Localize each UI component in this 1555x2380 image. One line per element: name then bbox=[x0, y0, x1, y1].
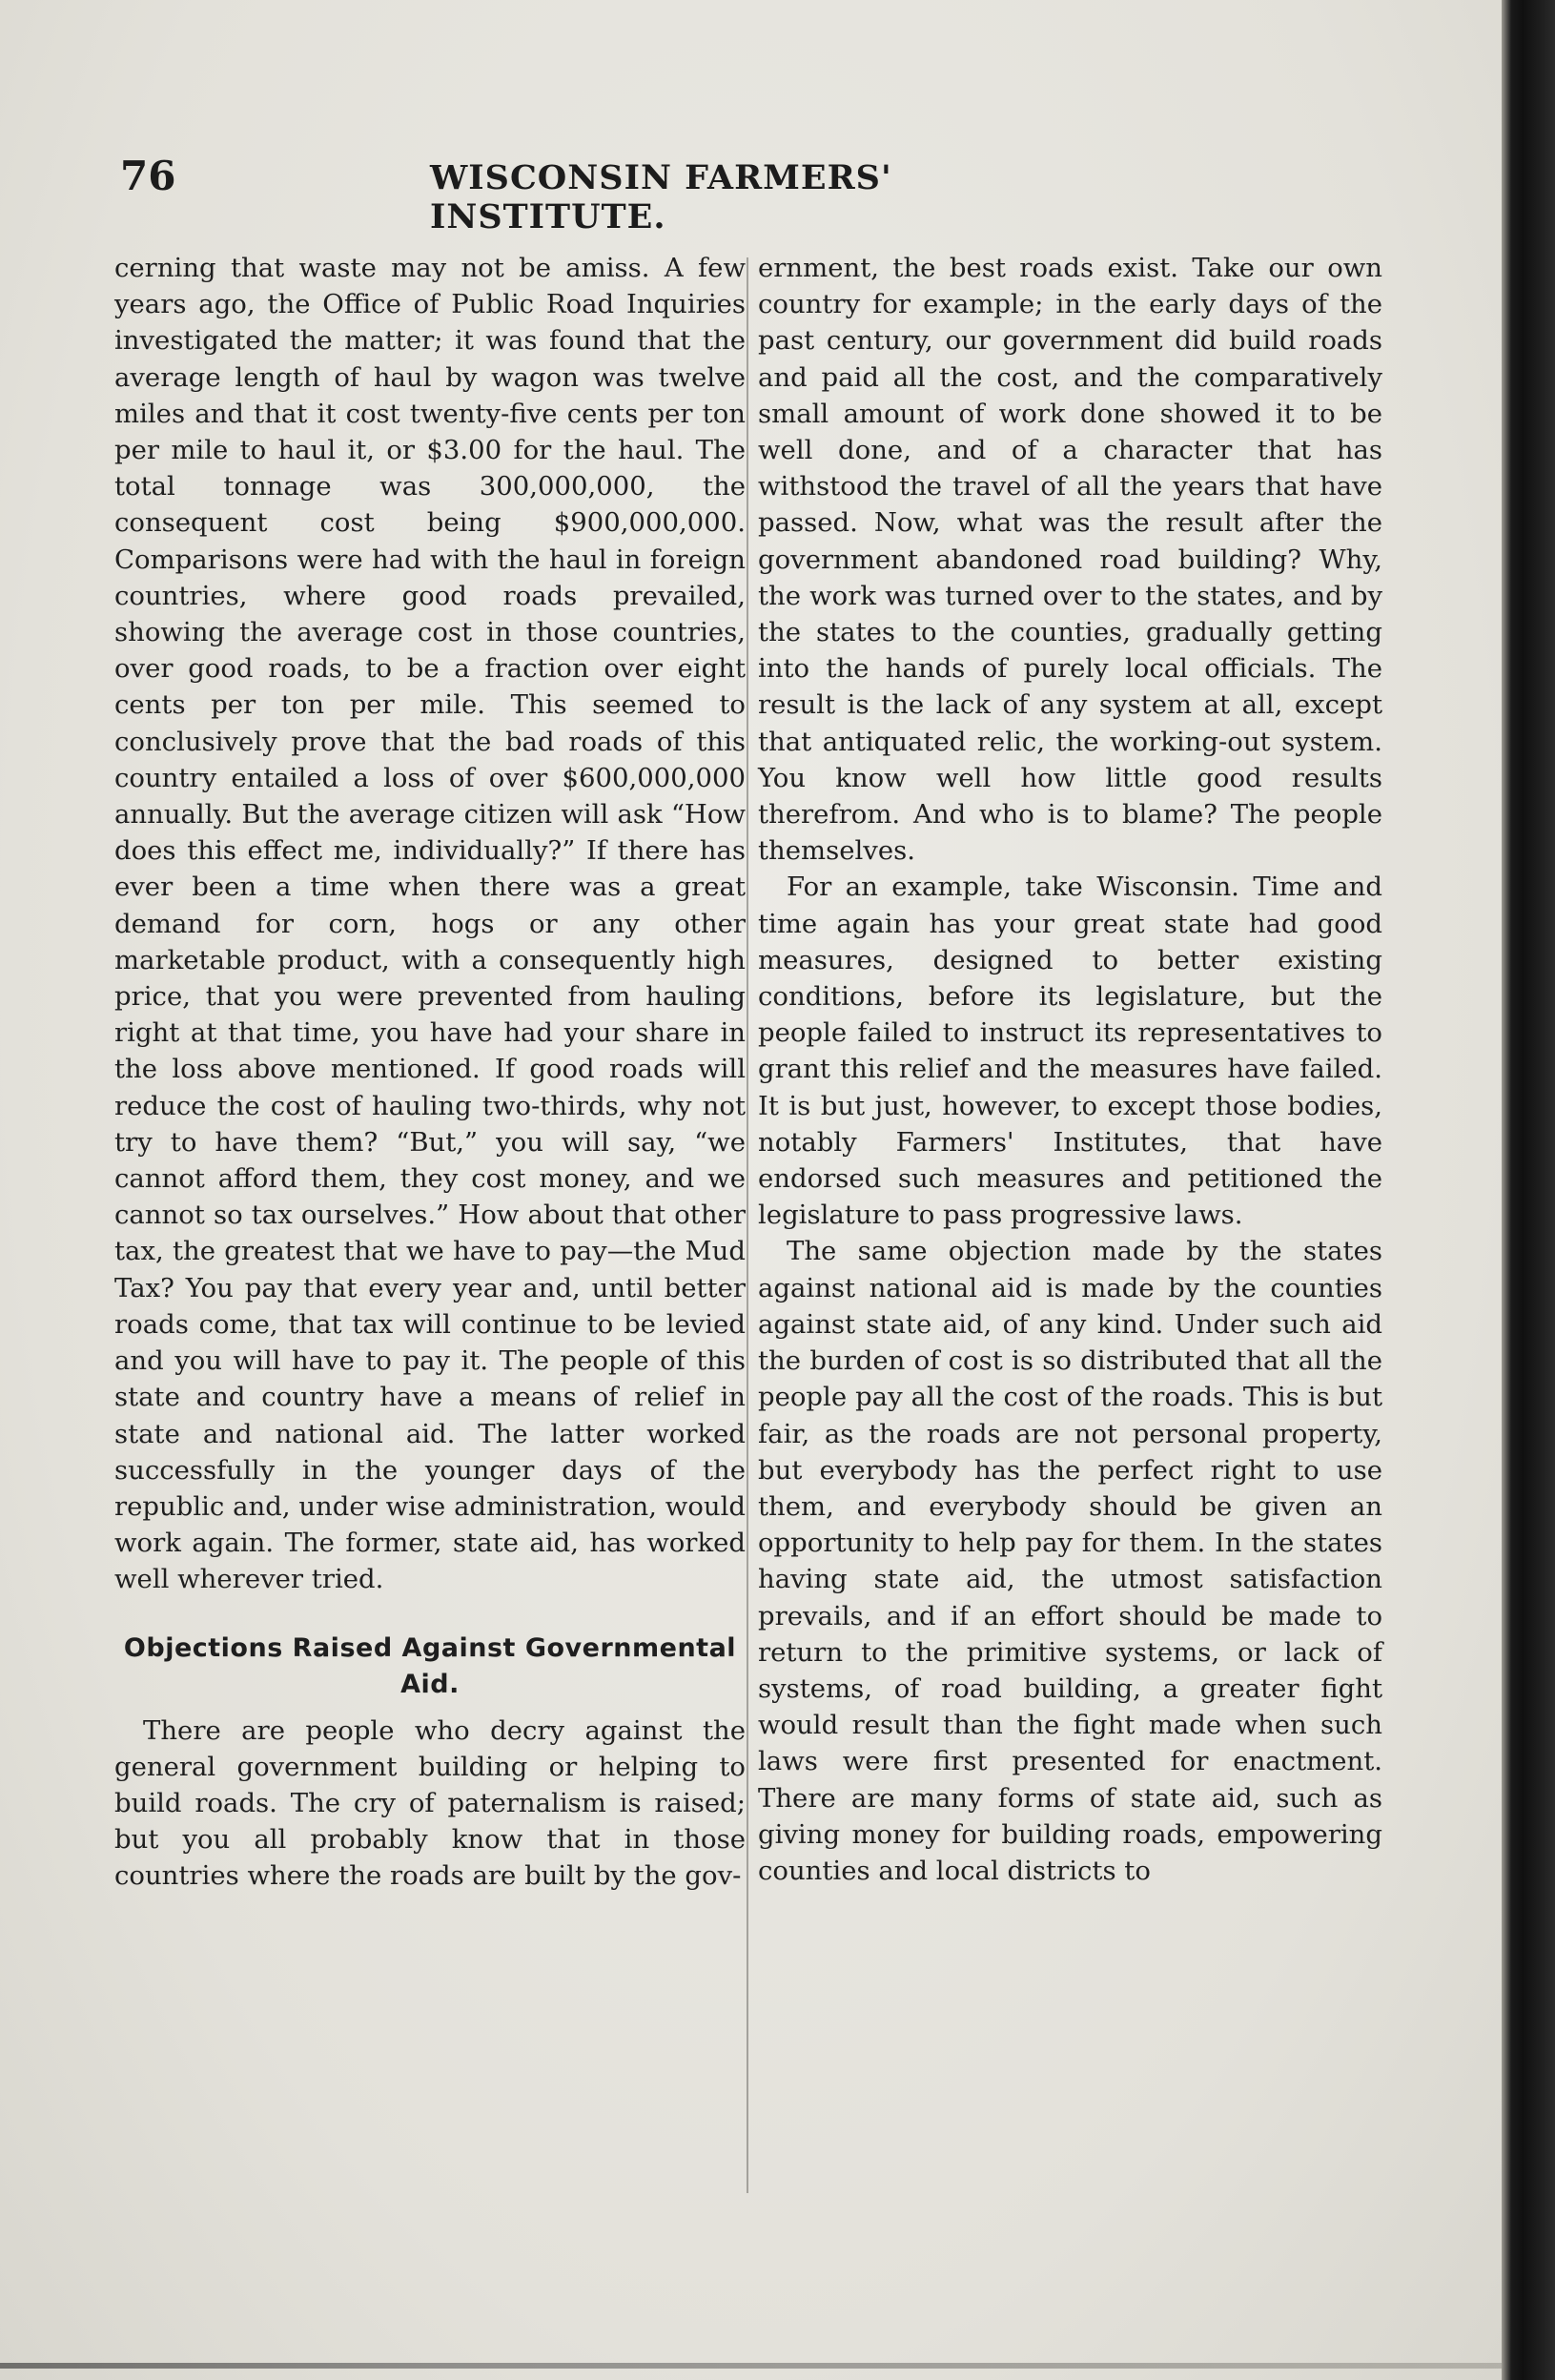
right-paragraph-2: For an example, take Wisconsin. Time and time again has your great state had good measures, designed to better existing conditions, before its legislature, but the people failed to instruct its representatives to grant this relief and the measures have failed. It is but just, however, to except those bodies, notably Farmers' Institutes, that have endorsed such measures and petitioned the legislature to pass progressive laws. bbox=[758, 872, 1382, 1231]
section-heading: Objections Raised Against Governmental Aid. bbox=[123, 1632, 737, 1699]
running-title: WISCONSIN FARMERS' INSTITUTE. bbox=[430, 158, 892, 236]
left-column bbox=[114, 250, 746, 1895]
left-paragraph-2: There are people who decry against the general government building or helping to build roads. The cry of paternalism is raised; but you all probably know that in those countries where the roads are built by the gov- bbox=[114, 1714, 746, 1892]
right-paragraph-1: ernment, the best roads exist. Take our own country for example; in the early days of the past century, our government did build roads and paid all the cost, and the comparatively small amount of work done showed it to be well done, and of a character that has withstood the travel of all the years that have passed. Now, what was the result after the government abandoned road building? Why, the work was turned over to the states, and by the states to the counties, gradually getting into the hands of purely local officials. The result is the lack of any system at all, except that antiquated relic, the working-out system. You know well how little good results therefrom. And who is to blame? The people themselves. bbox=[758, 253, 1382, 867]
page-header bbox=[120, 153, 1093, 236]
book-binding-edge bbox=[1502, 0, 1555, 2380]
left-paragraph-1: cerning that waste may not be amiss. A few years ago, the Office of Public Road Inquiries investigated the matter; it was found that the average length of haul by wagon was twelve miles and that it cost twenty-five cents per ton per mile to haul it, or $3.00 for the haul. The total tonnage was 300,000,000, the consequent cost being $900,000,000. Comparisons were had with the haul in foreign countries, where good roads prevailed, showing the average cost in those countries, over good roads, to be a fraction over eight cents per ton per mile. This seemed to conclusively prove that the bad roads of this country entailed a loss of over $600,000,000 annually. But the average citizen will ask “How does this effect me, individually?” If there has ever been a time when there was a great demand for corn, hogs or any other marketable product, with a consequently high price, that you were prevented from hauling right at that time, you have had your share in the loss above mentioned. If good roads will reduce the cost of hauling two-thirds, why not try to have them? “But,” you will say, “we cannot afford them, they cost money, and we cannot so tax ourselves.” How about that other tax, the greatest that we have to pay—the Mud Tax? You pay that every year and, until better roads come, that tax will continue to be levied and you will have to pay it. The people of this state and country have a means of relief in state and national aid. The latter worked successfully in the younger days of the republic and, under wise administration, would work again. The former, state aid, has worked well wherever tried. bbox=[114, 253, 746, 1595]
right-column bbox=[758, 250, 1382, 1889]
right-paragraph-3: The same objection made by the states against national aid is made by the counties against state aid, of any kind. Under such aid the burden of cost is so distributed that all the people pay all the cost of the roads. This is but fair, as the roads are not personal property, but everybody has the perfect right to use them, and everybody should be given an opportunity to help pay for them. In the states having state aid, the utmost satisfaction prevails, and if an effort should be made to return to the primitive systems, or lack of systems, of road building, a greater fight would result than the fight made when such laws were first presented for enactment. There are many forms of state aid, such as giving money for building roads, empowering counties and local districts to bbox=[758, 1236, 1382, 1886]
page-number: 76 bbox=[120, 153, 176, 199]
bottom-edge-shadow bbox=[0, 2363, 1502, 2369]
